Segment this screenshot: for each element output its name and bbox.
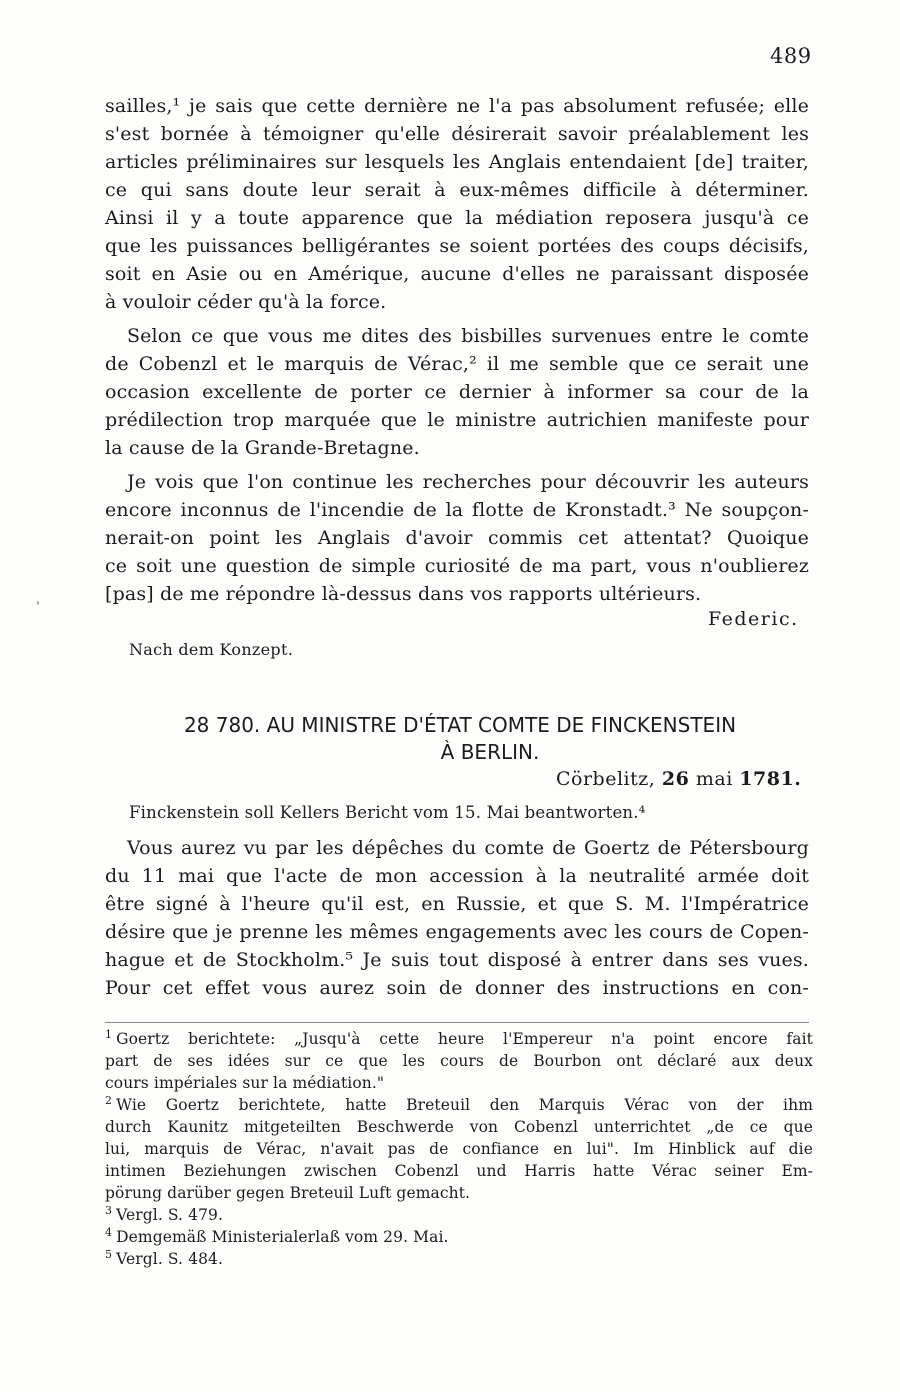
footnote-mark: 5	[105, 1247, 113, 1261]
heading-line-2: À BERLIN.	[440, 740, 540, 764]
text-line: Pour cet effet vous aurez soin de donner des instructions en con-	[105, 977, 809, 999]
footnote-line	[105, 1204, 813, 1226]
footnote-mark: 2	[105, 1093, 113, 1107]
footnote-4	[105, 1226, 813, 1248]
source-note: Nach dem Konzept.	[129, 640, 294, 659]
footnote-line: part de ses idées sur ce que les cours de Bourbon ont déclaré aux deux	[105, 1052, 813, 1070]
letter-2-body	[105, 834, 809, 1002]
footnote-line: cours impériales sur la médiation."	[105, 1074, 385, 1092]
signature: Federic.	[708, 608, 799, 630]
text-line: Selon ce que vous me dites des bisbilles survenues entre le comte	[127, 325, 809, 347]
footnote-text: Goertz berichtete: „Jusqu'à cette heure l'Empereur n'a point encore fait	[116, 1030, 813, 1048]
text-line: [pas] de me répondre là-dessus dans vos rapports ultérieurs.	[105, 583, 702, 605]
text-line: Vous aurez vu par les dépêches du comte de Goertz de Pétersbourg	[127, 837, 809, 859]
footnote-mark: 1	[105, 1027, 113, 1041]
paragraph-1	[105, 92, 809, 316]
text-line: à vouloir céder qu'à la force.	[105, 291, 387, 313]
text-line: sailles,¹ je sais que cette dernière ne l'a pas absolument refusée; elle	[105, 95, 809, 117]
footnote-line: intimen Beziehungen zwischen Cobenzl und Harris hatte Vérac seiner Em-	[105, 1162, 813, 1180]
text-line: prédilection trop marquée que le ministre autrichien manifeste pour	[105, 409, 809, 431]
footnote-line	[105, 1226, 813, 1248]
footnotes	[105, 1028, 813, 1270]
date-month: mai	[695, 768, 733, 790]
footnote-line	[105, 1028, 813, 1050]
footnote-mark: 3	[105, 1203, 113, 1217]
footnote-line: durch Kaunitz mitgeteilten Beschwerde von Cobenzl unterrichtet „de ce que	[105, 1118, 813, 1136]
text-line: soit en Asie ou en Amérique, aucune d'elles ne paraissant disposée	[105, 263, 809, 285]
text-line: ce qui sans doute leur serait à eux-mêmes difficile à déterminer.	[105, 179, 809, 201]
scan-speck	[37, 601, 39, 605]
text-line: être signé à l'heure qu'il est, en Russie, et que S. M. l'Impératrice	[105, 893, 809, 915]
text-line: que les puissances belligérantes se soient portées des coups décisifs,	[105, 235, 809, 257]
footnote-text: Demgemäß Ministerialerlaß vom 29. Mai.	[116, 1228, 449, 1246]
text-line: Je vois que l'on continue les recherches pour découvrir les auteurs	[127, 471, 809, 493]
footnote-line	[105, 1094, 813, 1116]
text-line: Ainsi il y a toute apparence que la médiation reposera jusqu'à ce	[105, 207, 809, 229]
footnote-divider	[105, 1022, 809, 1023]
text-line: articles préliminaires sur lesquels les Anglais entendaient [de] traiter,	[105, 151, 809, 173]
text-line: encore inconnus de l'incendie de la flotte de Kronstadt.³ Ne soupçon-	[105, 499, 809, 521]
text-line: la cause de la Grande-Bretagne.	[105, 437, 420, 459]
footnote-line: lui, marquis de Vérac, n'avait pas de confiance en lui". Im Hinblick auf die	[105, 1140, 813, 1158]
footnote-5	[105, 1248, 813, 1270]
summary-note: Finckenstein soll Kellers Bericht vom 15. Mai beantworten.⁴	[129, 803, 646, 822]
footnote-text: Vergl. S. 479.	[116, 1206, 224, 1224]
date-day: 26	[661, 768, 690, 790]
text-line: occasion excellente de porter ce dernier à informer sa cour de la	[105, 381, 809, 403]
letter-1-body	[105, 92, 809, 608]
footnote-text: Wie Goertz berichtete, hatte Breteuil den Marquis Vérac von der ihm	[116, 1096, 813, 1114]
footnote-line	[105, 1248, 813, 1270]
text-line: de Cobenzl et le marquis de Vérac,² il me semble que ce serait une	[105, 353, 809, 375]
place: Cörbelitz,	[556, 768, 656, 790]
footnote-2	[105, 1094, 813, 1204]
document-heading	[140, 712, 780, 766]
page-number: 489	[770, 44, 812, 68]
footnote-text: Vergl. S. 484.	[116, 1250, 224, 1268]
date-year: 1781.	[739, 768, 802, 790]
footnote-mark: 4	[105, 1225, 113, 1239]
footnote-1	[105, 1028, 813, 1094]
text-line: s'est bornée à témoigner qu'elle désirerait savoir préalablement les	[105, 123, 809, 145]
text-line: nerait-on point les Anglais d'avoir commis cet attentat? Quoique	[105, 527, 809, 549]
footnote-line: pörung darüber gegen Breteuil Luft gemacht.	[105, 1184, 471, 1202]
footnote-3	[105, 1204, 813, 1226]
text-line: du 11 mai que l'acte de mon accession à la neutralité armée doit	[105, 865, 809, 887]
paragraph-2	[105, 322, 809, 462]
text-line: hague et de Stockholm.⁵ Je suis tout disposé à entrer dans ses vues.	[105, 949, 809, 971]
heading-line-1: 28 780. AU MINISTRE D'ÉTAT COMTE DE FINCKENSTEIN	[183, 713, 737, 737]
paragraph-3	[105, 468, 809, 608]
place-date	[556, 768, 801, 790]
text-line: désire que je prenne les mêmes engagements avec les cours de Copen-	[105, 921, 809, 943]
text-line: ce soit une question de simple curiosité de ma part, vous n'oublierez	[105, 555, 809, 577]
